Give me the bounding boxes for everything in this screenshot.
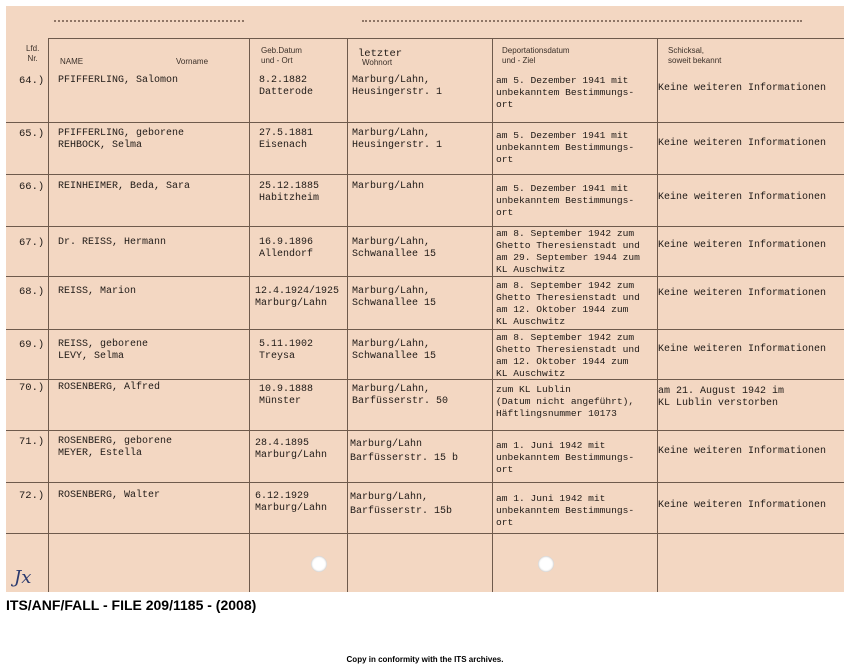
row-number: 72.)	[19, 490, 45, 502]
dotted-line-right	[362, 20, 802, 22]
last-residence: Marburg/Lahn, Schwanallee 15	[352, 286, 437, 309]
deportation: am 1. Juni 1942 mit unbekanntem Bestimmungs- ort	[496, 440, 635, 475]
birth-date-place: 8.2.1882 Datterode	[259, 75, 314, 98]
header-top-line	[48, 38, 844, 39]
fate: Keine weiteren Informationen	[658, 500, 827, 511]
row-line	[6, 482, 844, 483]
row-number: 65.)	[19, 128, 45, 140]
fate: Keine weiteren Informationen	[658, 138, 827, 149]
row-line	[6, 122, 844, 123]
fate: Keine weiteren Informationen	[658, 288, 827, 299]
header-lfd-nr: Lfd. Nr.	[26, 44, 40, 63]
handwritten-initials: Jx	[14, 567, 32, 588]
birth-date-place: 25.12.1885 Habitzheim	[259, 181, 320, 204]
last-residence: Marburg/Lahn	[352, 181, 425, 192]
person-name: ROSENBERG, Walter	[58, 490, 161, 501]
deportation: am 5. Dezember 1941 mit unbekanntem Bestimmungs- ort	[496, 75, 635, 110]
row-number: 69.)	[19, 339, 45, 351]
person-name: PFIFFERLING, geborene REHBOCK, Selma	[58, 128, 185, 151]
last-residence: Marburg/Lahn, Schwanallee 15	[352, 339, 437, 362]
punch-hole	[538, 556, 554, 572]
fate: am 21. August 1942 im KL Lublin verstorben	[658, 386, 785, 409]
deportation: am 8. September 1942 zum Ghetto Theresienstadt und am 12. Oktober 1944 zum KL Auschwitz	[496, 280, 640, 327]
birth-date-place: 6.12.1929 Marburg/Lahn	[255, 491, 328, 514]
person-name: REINHEIMER, Beda, Sara	[58, 181, 191, 192]
archive-notice: Copy in conformity with the ITS archives.	[346, 655, 504, 664]
deportation: zum KL Lublin (Datum nicht angeführt), Häftlingsnummer 10173	[496, 384, 635, 419]
deportation: am 8. September 1942 zum Ghetto Theresienstadt und am 29. September 1944 zum KL Auschwitz	[496, 228, 640, 275]
person-name: REISS, geborene LEVY, Selma	[58, 339, 149, 362]
row-line	[6, 430, 844, 431]
birth-date-place: 12.4.1924/1925 Marburg/Lahn	[255, 286, 340, 309]
row-line	[6, 276, 844, 277]
header-letzter: letzter	[358, 48, 403, 60]
last-residence: Marburg/Lahn, Barfüsserstr. 15b	[350, 492, 453, 517]
dotted-line-left	[54, 20, 244, 22]
person-name: Dr. REISS, Hermann	[58, 237, 167, 248]
fate: Keine weiteren Informationen	[658, 344, 827, 355]
row-line	[6, 226, 844, 227]
deportation: am 1. Juni 1942 mit unbekanntem Bestimmungs- ort	[496, 493, 635, 528]
header-wohnort: Wohnort	[362, 58, 393, 67]
fate: Keine weiteren Informationen	[658, 240, 827, 251]
fate: Keine weiteren Informationen	[658, 192, 827, 203]
row-line	[6, 329, 844, 330]
header-deport: Deportationsdatum und - Ziel	[502, 46, 570, 65]
row-line	[6, 174, 844, 175]
header-name: NAME	[60, 57, 84, 66]
header-schicksal: Schicksal, soweit bekannt	[668, 46, 722, 65]
person-name: ROSENBERG, geborene MEYER, Estella	[58, 436, 173, 459]
header-geb: Geb.Datum und - Ort	[261, 46, 302, 65]
birth-date-place: 5.11.1902 Treysa	[259, 339, 314, 362]
row-line	[6, 533, 844, 534]
row-number: 68.)	[19, 286, 45, 298]
last-residence: Marburg/Lahn Barfüsserstr. 15 b	[350, 439, 459, 464]
header-vorname: Vorname	[176, 57, 209, 66]
row-number: 64.)	[19, 75, 45, 87]
person-name: REISS, Marion	[58, 286, 137, 297]
fate: Keine weiteren Informationen	[658, 446, 827, 457]
fate: Keine weiteren Informationen	[658, 83, 827, 94]
row-number: 66.)	[19, 181, 45, 193]
document-page	[6, 6, 844, 592]
punch-hole	[311, 556, 327, 572]
deportation: am 5. Dezember 1941 mit unbekanntem Bestimmungs- ort	[496, 130, 635, 165]
person-name: ROSENBERG, Alfred	[58, 382, 161, 393]
person-name: PFIFFERLING, Salomon	[58, 75, 179, 86]
last-residence: Marburg/Lahn, Heusingerstr. 1	[352, 75, 443, 98]
row-number: 67.)	[19, 237, 45, 249]
last-residence: Marburg/Lahn, Barfüsserstr. 50	[352, 384, 449, 407]
birth-date-place: 10.9.1888 Münster	[259, 384, 314, 407]
last-residence: Marburg/Lahn, Schwanallee 15	[352, 237, 437, 260]
birth-date-place: 28.4.1895 Marburg/Lahn	[255, 438, 328, 461]
row-number: 70.)	[19, 382, 45, 394]
last-residence: Marburg/Lahn, Heusingerstr. 1	[352, 128, 443, 151]
deportation: am 5. Dezember 1941 mit unbekanntem Bestimmungs- ort	[496, 183, 635, 218]
birth-date-place: 27.5.1881 Eisenach	[259, 128, 314, 151]
deportation: am 8. September 1942 zum Ghetto Theresienstadt und am 12. Oktober 1944 zum KL Auschwitz	[496, 332, 640, 379]
row-number: 71.)	[19, 436, 45, 448]
row-line	[6, 379, 844, 380]
file-reference: ITS/ANF/FALL - FILE 209/1185 - (2008)	[6, 597, 257, 613]
birth-date-place: 16.9.1896 Allendorf	[259, 237, 314, 260]
